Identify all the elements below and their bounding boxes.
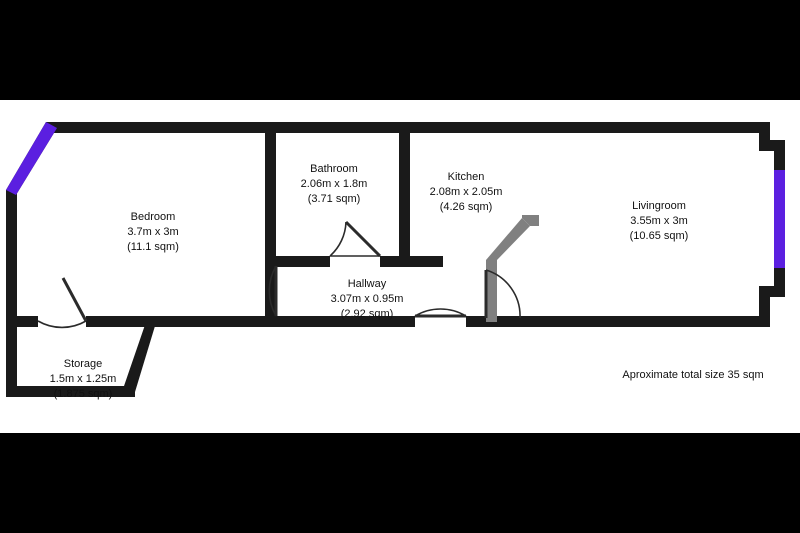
room-name: Hallway bbox=[347, 278, 387, 290]
door-storage-arc bbox=[38, 321, 86, 327]
total-size-value: 35 sqm bbox=[727, 369, 764, 381]
room-area: (2.92 sqm) bbox=[340, 308, 394, 320]
room-area: (11.1 sqm) bbox=[127, 241, 179, 253]
room-name: Livingroom bbox=[632, 200, 686, 212]
kitchen-wall-vertical-grey bbox=[486, 260, 497, 322]
room-dimensions: 2.08m x 2.05m bbox=[429, 186, 503, 198]
room-label-bedroom bbox=[53, 210, 253, 255]
door-storage-leaf bbox=[63, 278, 86, 321]
interior-wall-bathroom-bottom bbox=[265, 256, 330, 267]
door-bathroom-leaf bbox=[346, 222, 380, 256]
room-name: Kitchen bbox=[447, 171, 485, 183]
room-label-hallway bbox=[287, 277, 447, 322]
total-size-label bbox=[603, 368, 783, 383]
room-area: (1.875 sqm) bbox=[53, 388, 113, 400]
room-dimensions: 2.06m x 1.8m bbox=[300, 178, 368, 190]
room-area: (4.26 sqm) bbox=[439, 201, 493, 213]
exterior-wall-left bbox=[6, 190, 17, 322]
total-size-caption: Aproximate total size bbox=[622, 369, 725, 381]
exterior-wall-right-notch-vert bbox=[774, 145, 785, 170]
interior-wall-hallway-bottom-left bbox=[156, 316, 276, 327]
room-dimensions: 3.7m x 3m bbox=[127, 226, 179, 238]
room-label-kitchen bbox=[386, 170, 546, 215]
interior-wall-hallway-bottom-right bbox=[466, 316, 486, 327]
exterior-wall-livingroom-bottom bbox=[486, 316, 770, 327]
interior-wall-bathroom-bottom-right bbox=[380, 256, 443, 267]
room-dimensions: 1.5m x 1.25m bbox=[49, 373, 117, 385]
interior-wall-bedroom-bottom-left bbox=[6, 316, 38, 327]
room-name: Storage bbox=[63, 358, 103, 370]
room-dimensions: 3.55m x 3m bbox=[630, 215, 688, 227]
light-wall-group bbox=[486, 215, 539, 322]
floorplan-canvas bbox=[0, 100, 800, 433]
window-top-left bbox=[6, 122, 57, 195]
kitchen-angled-wall bbox=[486, 218, 530, 260]
room-area: (3.71 sqm) bbox=[307, 193, 361, 205]
room-name: Bedroom bbox=[130, 211, 176, 223]
door-bathroom-arc bbox=[330, 222, 346, 256]
window-right bbox=[774, 170, 785, 268]
room-name: Bathroom bbox=[310, 163, 358, 175]
room-area: (10.65 sqm) bbox=[629, 230, 689, 242]
room-dimensions: 3.07m x 0.95m bbox=[330, 293, 404, 305]
room-label-livingroom bbox=[579, 199, 739, 244]
room-label-storage bbox=[3, 357, 163, 402]
